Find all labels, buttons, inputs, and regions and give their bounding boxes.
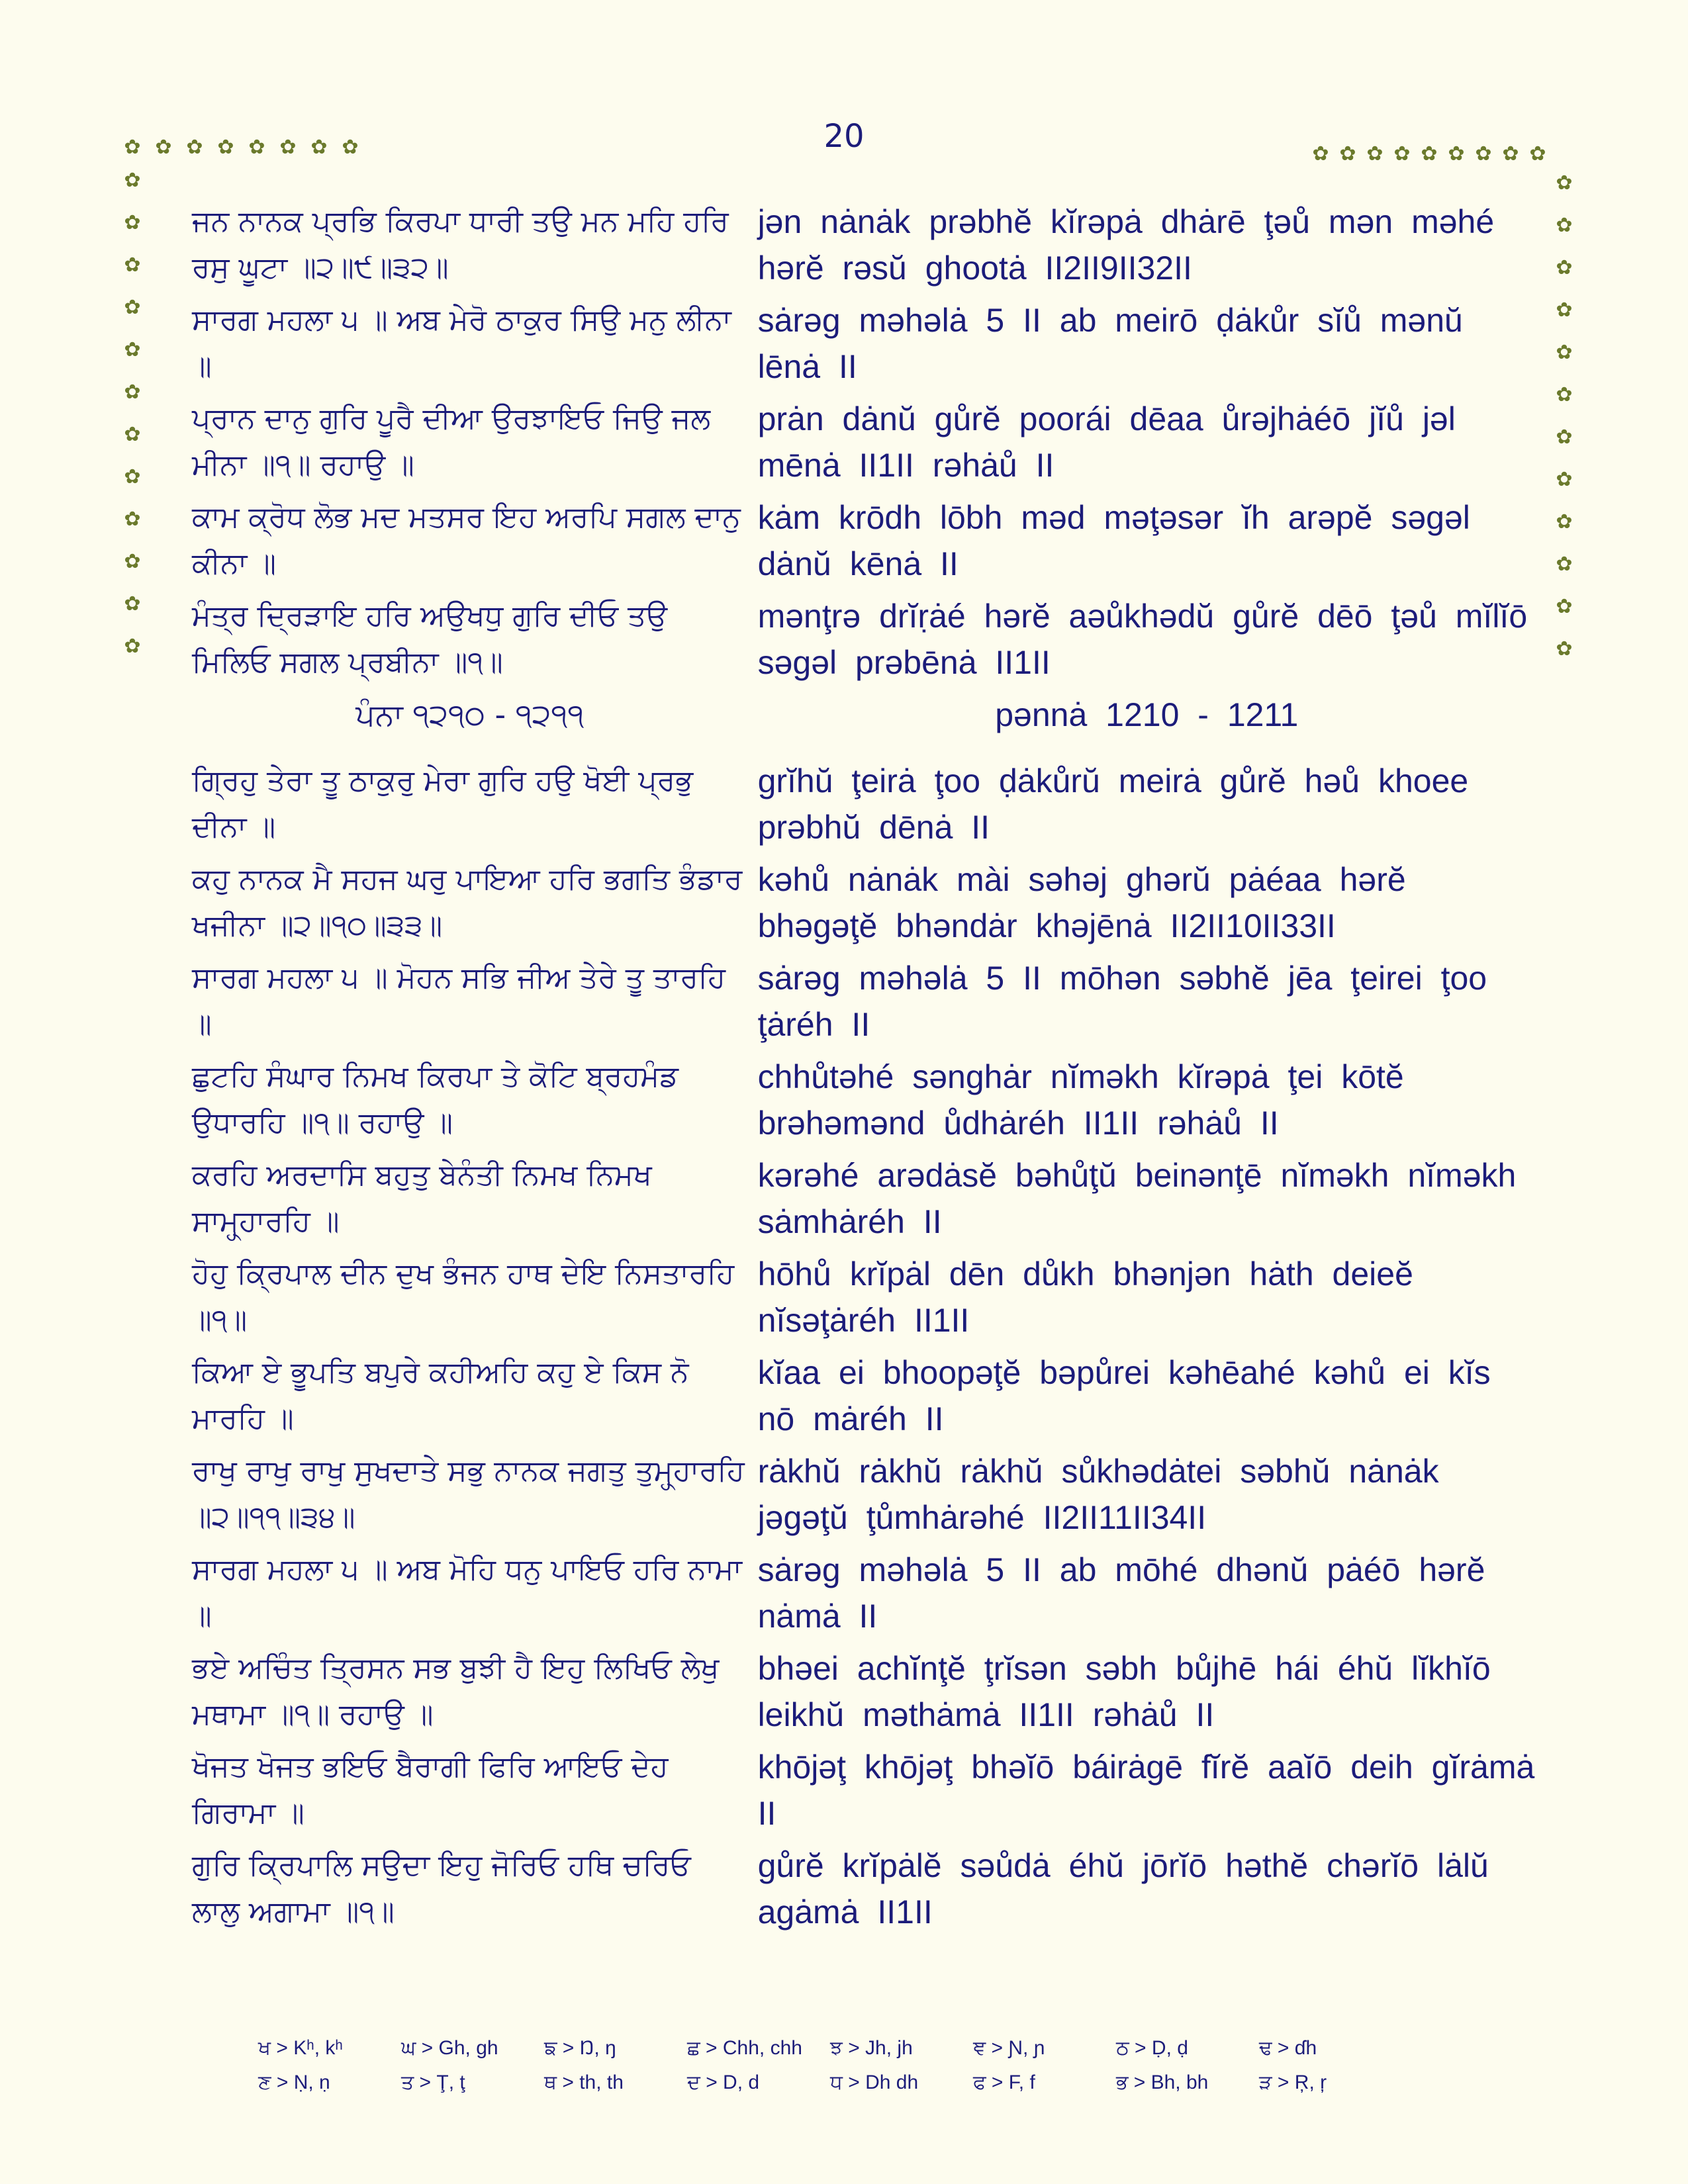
flower-icon: ✿ [124,381,141,404]
verse-row [192,593,1536,692]
legend-entry: ਠ > Ḍ, ḍ [1116,2037,1188,2059]
flower-icon: ✿ [1556,510,1573,533]
verse-transliteration: kĭaa ei bhoopəţĕ bəpůrei kəhēahé kəhů ei kĭs nō mȧréh II [757,1354,1491,1437]
flower-icon: ✿ [1556,256,1573,279]
flower-icon: ✿ [1556,383,1573,406]
flower-icon: ✿ [124,635,141,658]
verse-transliteration: sȧrəg məhəlȧ 5 II ab meirō ḍȧkůr sĭů mənŭ lēnȧ II [757,302,1463,385]
flower-icon: ✿ [1475,142,1492,165]
legend-entry: ਘ > Gh, gh [401,2037,498,2059]
flower-icon: ✿ [248,136,265,159]
flower-icon: ✿ [1421,142,1438,165]
verse-row [192,297,1536,396]
verse-transliteration: gůrĕ krĭpȧlĕ səůdȧ éhŭ jōrĭō həthĕ chərĭō lȧlŭ agȧmȧ II1II [757,1847,1489,1931]
legend-entry: ਞ > Ɲ, ɲ [973,2037,1045,2059]
legend-entry: ਥ > th, th [544,2071,624,2093]
flower-icon: ✿ [124,508,141,531]
legend-entry: ਢ > ɗh [1259,2037,1317,2059]
verse-gurmukhi: ਜਨ ਨਾਨਕ ਪ੍ਰਭਿ ਕਿਰਪਾ ਧਾਰੀ ਤਉ ਮਨ ਮਹਿ ਹਰਿ ਰਸੁ ਘੂਟਾ ॥੨॥੯॥੩੨॥ [192,205,729,285]
legend-entry: ਝ > Jh, jh [830,2037,913,2059]
verse-gurmukhi: ਸਾਰਗ ਮਹਲਾ ੫ ॥ ਅਬ ਮੋਹਿ ਧਨੁ ਪਾਇਓ ਹਰਿ ਨਾਮਾ ॥ [192,1553,742,1633]
legend-entry: ੜ > Ŗ, ŗ [1259,2071,1327,2093]
flower-icon: ✿ [155,136,172,159]
flower-icon: ✿ [1556,637,1573,660]
verse-row [192,1448,1536,1547]
flower-icon: ✿ [124,338,141,361]
flower-icon: ✿ [1556,298,1573,322]
verse-gurmukhi: ਕਰਹਿ ਅਰਦਾਸਿ ਬਹੁਤੁ ਬੇਨੰਤੀ ਨਿਮਖ ਨਿਮਖ ਸਾਮ੍ਹ੍ਹਾਰਹਿ ॥ [192,1158,652,1238]
verse-gurmukhi: ਖੋਜਤ ਖੋਜਤ ਭਇਓ ਬੈਰਾਗੀ ਫਿਰਿ ਆਇਓ ਦੇਹ ਗਿਰਾਮਾ ॥ [192,1750,669,1830]
verse-gurmukhi: ਪ੍ਰਾਨ ਦਾਨੁ ਗੁਰਿ ਪੂਰੈ ਦੀਆ ਉਰਝਾਇਓ ਜਿਉ ਜਲ ਮੀਨਾ ॥੧॥ ਰਹਾਉ ॥ [192,402,711,482]
verse-content [192,199,1536,1941]
flower-icon: ✿ [124,423,141,446]
legend-entry: ਙ > Ŋ, ŋ [544,2037,616,2059]
flower-icon: ✿ [1556,595,1573,618]
verse-gurmukhi: ਮੰਤ੍ਰ ਦ੍ਰਿੜਾਇ ਹਰਿ ਅਉਖਧੁ ਗੁਰਿ ਦੀਓ ਤਉ ਮਿਲਿਓ ਸਗਲ ਪ੍ਰਬੀਨਾ ॥੧॥ [192,599,668,679]
flower-icon: ✿ [124,211,141,234]
verse-row [192,1843,1536,1941]
verse-row [192,856,1536,955]
verse-row [192,1547,1536,1645]
legend-entry: ਧ > Dh dh [830,2071,919,2093]
flower-icon: ✿ [124,296,141,319]
flower-icon: ✿ [1556,171,1573,195]
legend-entry: ਖ > Kʰ, kʰ [258,2037,343,2059]
legend-entry: ਫ > F, f [973,2071,1035,2093]
verse-transliteration: prȧn dȧnŭ gůrĕ poorái dēaa ůrəjhȧéō jĭů jəl mēnȧ II1II rəhȧů II [757,400,1456,484]
legend-entry: ਭ > Bh, bh [1116,2071,1209,2093]
flower-icon: ✿ [279,136,297,159]
verse-gurmukhi: ਕਹੁ ਨਾਨਕ ਮੈ ਸਹਜ ਘਰੁ ਪਾਇਆ ਹਰਿ ਭਗਤਿ ਭੰਡਾਰ ਖਜੀਨਾ ॥੨॥੧੦॥੩੩॥ [192,862,743,942]
legend-entry: ਛ > Chh, chh [687,2037,802,2059]
transliteration-legend [258,2037,1450,2106]
flower-icon: ✿ [342,136,359,159]
flower-icon: ✿ [1448,142,1465,165]
verse-transliteration: mənţrə drĭṛȧé hərĕ aəůkhədŭ gůrĕ dēō ţəů mĭlĭō səgəl prəbēnȧ II1II [757,598,1528,681]
verse-gurmukhi: ਭਏ ਅਚਿੰਤ ਤ੍ਰਿਸਨ ਸਭ ਬੁਝੀ ਹੈ ਇਹੁ ਲਿਖਿਓ ਲੇਖੁ ਮਥਾਮਾ ॥੧॥ ਰਹਾਉ ॥ [192,1651,720,1731]
legend-row [258,2037,1450,2071]
verse-transliteration: khōjəţ khōjəţ bhəĭō báirȧgē fĭrĕ aaĭō deih gĭrȧmȧ II [757,1749,1535,1832]
flower-icon: ✿ [217,136,234,159]
verse-gurmukhi: ਰਾਖੁ ਰਾਖੁ ਰਾਖੁ ਸੁਖਦਾਤੇ ਸਭੁ ਨਾਨਕ ਜਗਤੁ ਤੁਮ੍ਹ੍ਹਾਰਹਿ ॥੨॥੧੧॥੩੪॥ [192,1454,745,1534]
flower-icon: ✿ [124,465,141,488]
page-range-translit: pənnȧ 1210 - 1211 [995,696,1299,733]
verse-row [192,1645,1536,1744]
flower-icon: ✿ [124,550,141,573]
flower-icon: ✿ [310,136,328,159]
verse-gurmukhi: ਸਾਰਗ ਮਹਲਾ ੫ ॥ ਅਬ ਮੇਰੋ ਠਾਕੁਰ ਸਿਉ ਮਨੁ ਲੀਨਾ ॥ [192,303,731,383]
verse-row [192,758,1536,856]
verse-transliteration: kəhů nȧnȧk mài səhəj ghərŭ pȧéaa hərĕ bhəgəţĕ bhəndȧr khəjēnȧ II2II10II33II [757,861,1406,944]
verse-gurmukhi: ਛੁਟਹਿ ਸੰਘਾਰ ਨਿਮਖ ਕਿਰਪਾ ਤੇ ਕੋਟਿ ਬ੍ਰਹਮੰਡ ਉਧਾਰਹਿ ॥੧॥ ਰਹਾਉ ॥ [192,1060,679,1140]
verse-gurmukhi: ਗੁਰਿ ਕ੍ਰਿਪਾਲਿ ਸਉਦਾ ਇਹੁ ਜੋਰਿਓ ਹਥਿ ਚਰਿਓ ਲਾਲੁ ਅਗਾਮਾ ॥੧॥ [192,1848,691,1929]
flower-icon: ✿ [1556,426,1573,449]
verse-transliteration: hōhů krĭpȧl dēn důkh bhənjən hȧth deieĕ nĭsəţȧréh II1II [757,1255,1413,1339]
verse-transliteration: rȧkhŭ rȧkhŭ rȧkhŭ sůkhədȧtei səbhŭ nȧnȧk jəgəţŭ ţůmhȧrəhé II2II11II34II [757,1453,1439,1536]
flower-icon: ✿ [1556,341,1573,364]
flower-icon: ✿ [1502,142,1519,165]
verse-transliteration: jən nȧnȧk prəbhĕ kĭrəpȧ dhȧrē ţəů mən məhé hərĕ rəsŭ ghootȧ II2II9II32II [757,203,1495,287]
verse-row [192,1744,1536,1843]
verse-transliteration: kȧm krōdh lōbh məd məţəsər ĭh arəpĕ səgəl dȧnŭ kēnȧ II [757,499,1470,582]
verse-row [192,1152,1536,1251]
verse-transliteration: sȧrəg məhəlȧ 5 II ab mōhé dhənŭ pȧéō hərĕ nȧmȧ II [757,1551,1485,1635]
flower-icon: ✿ [186,136,203,159]
verse-gurmukhi: ਸਾਰਗ ਮਹਲਾ ੫ ॥ ਮੋਹਨ ਸਭਿ ਜੀਅ ਤੇਰੇ ਤੂ ਤਾਰਹਿ ॥ [192,961,726,1041]
verse-transliteration: bhəei achĭnţĕ ţrĭsən səbh bůjhē hái éhŭ lĭkhĭō leikhŭ məthȧmȧ II1II rəhȧů II [757,1650,1491,1733]
verse-gurmukhi: ਕਾਮ ਕ੍ਰੋਧ ਲੋਭ ਮਦ ਮਤਸਰ ਇਹ ਅਰਪਿ ਸਗਲ ਦਾਨੁ ਕੀਨਾ ॥ [192,500,741,580]
flower-icon: ✿ [1312,142,1329,165]
legend-entry: ਦ > D, d [687,2071,760,2093]
verse-row [192,1251,1536,1349]
flower-icon: ✿ [124,136,141,159]
page-range-gurmukhi: ਪੰਨਾ ੧੨੧੦ - ੧੨੧੧ [355,697,585,733]
flower-icon: ✿ [124,592,141,615]
flower-icon: ✿ [1529,142,1546,165]
flower-icon: ✿ [124,169,141,192]
flower-icon: ✿ [124,253,141,277]
flower-icon: ✿ [1556,214,1573,237]
legend-entry: ਣ > Ṇ, ṇ [258,2071,330,2093]
legend-row [258,2071,1450,2106]
verse-transliteration: kərəhé arədȧsĕ bəhůţŭ beinənţē nĭməkh nĭməkh sȧmhȧréh II [757,1157,1517,1240]
verse-row [192,1054,1536,1152]
verse-row [192,1349,1536,1448]
verse-row [192,199,1536,297]
verse-row [192,494,1536,593]
page-number: 20 [823,118,865,155]
flower-icon: ✿ [1366,142,1383,165]
verse-gurmukhi: ਗ੍ਰਿਹੁ ਤੇਰਾ ਤੂ ਠਾਕੁਰੁ ਮੇਰਾ ਗੁਰਿ ਹਉ ਖੋਈ ਪ੍ਰਭੁ ਦੀਨਾ ॥ [192,764,694,844]
verse-transliteration: grĭhŭ ţeirȧ ţoo ḍȧkůrŭ meirȧ gůrĕ həů khoee prəbhŭ dēnȧ II [757,762,1469,846]
verse-transliteration: chhůtəhé sənghȧr nĭməkh kĭrəpȧ ţei kōtĕ brəhəmənd ůdhȧréh II1II rəhȧů II [757,1058,1404,1142]
verse-transliteration: sȧrəg məhəlȧ 5 II mōhən səbhĕ jēa ţeirei ţoo ţȧréh II [757,960,1487,1043]
flower-icon: ✿ [1556,468,1573,491]
flower-icon: ✿ [1556,553,1573,576]
flower-icon: ✿ [1393,142,1411,165]
verse-gurmukhi: ਕਿਆ ਏ ਭੂਪਤਿ ਬਪੁਰੇ ਕਹੀਅਹਿ ਕਹੁ ਏ ਕਿਸ ਨੋ ਮਾਰਹਿ ॥ [192,1355,689,1435]
legend-entry: ਤ > Ţ, ţ [401,2071,465,2093]
verse-gurmukhi: ਹੋਹੁ ਕ੍ਰਿਪਾਲ ਦੀਨ ਦੁਖ ਭੰਜਨ ਹਾਥ ਦੇਇ ਨਿਸਤਾਰਹਿ ॥੧॥ [192,1257,735,1337]
flower-icon: ✿ [1339,142,1356,165]
page-range-divider [192,692,1536,758]
verse-row [192,396,1536,494]
verse-row [192,955,1536,1054]
